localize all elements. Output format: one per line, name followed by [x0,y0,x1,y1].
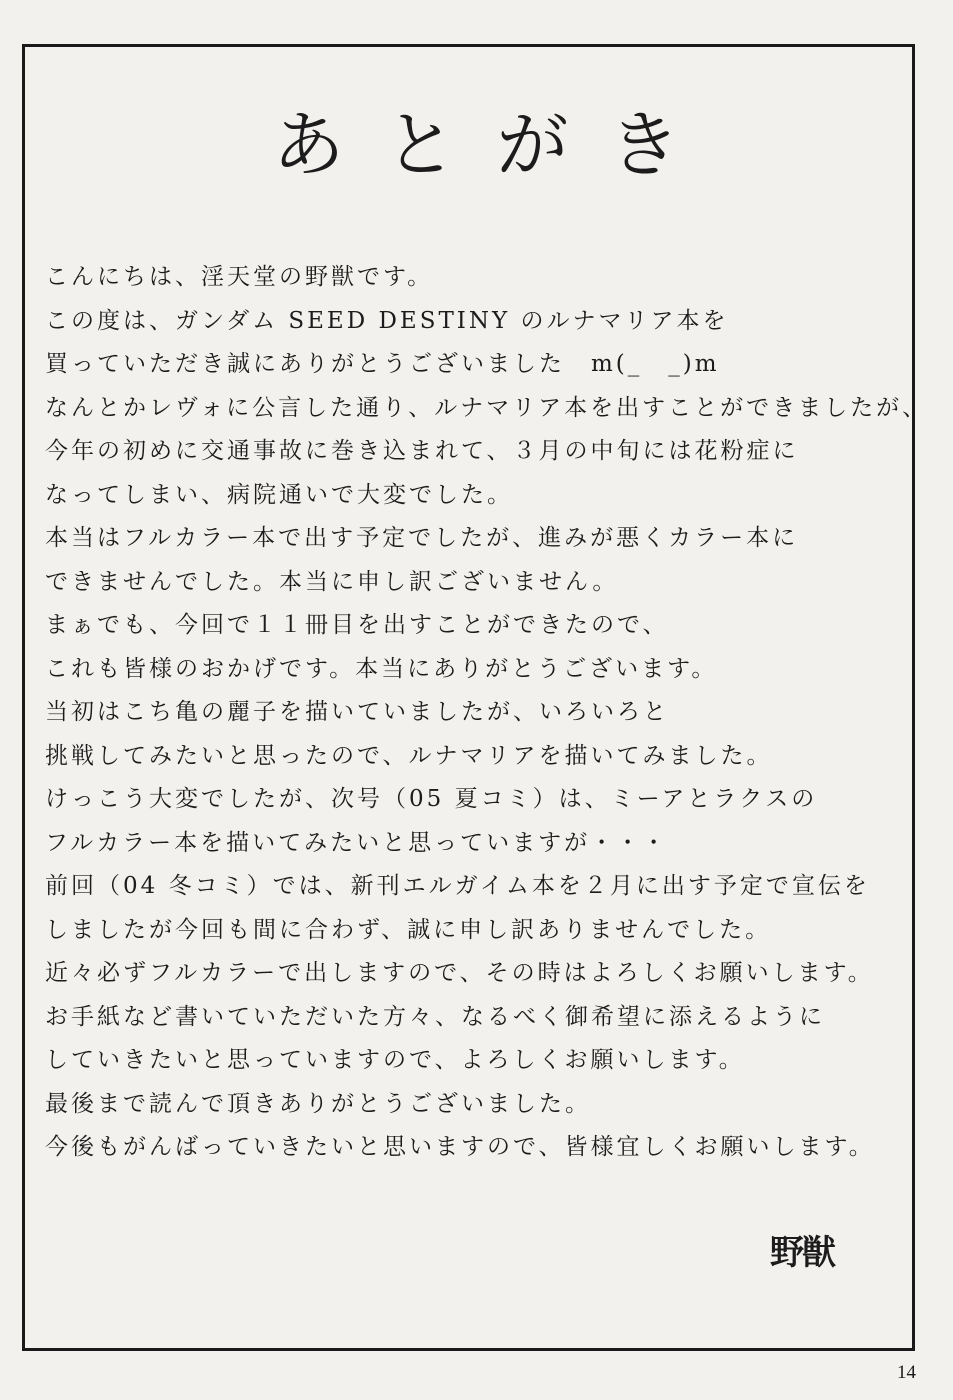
body-line: まぁでも、今回で１１冊目を出すことができたので、 [45,612,669,638]
body-line: これも皆様のおかげです。本当にありがとうございます。 [45,655,718,682]
body-line: 挑戦してみたいと思ったので、ルナマリアを描いてみました。 [45,742,773,769]
body-line: 買っていただき誠にありがとうございました m(_ _)m [45,351,720,377]
body-line: 前回（04 冬コミ）では、新刊エルガイム本を２月に出す予定で宣伝を [45,873,870,899]
body-line: 最後まで読んで頂きありがとうございました。 [45,1090,591,1117]
body-line: 今後もがんばっていきたいと思いますので、皆様宜しくお願いします。 [45,1134,875,1160]
body-line: できませんでした。本当に申し訳ございません。 [45,568,619,595]
body-line: していきたいと思っていますので、よろしくお願いします。 [45,1047,745,1073]
page-number: 14 [897,1362,916,1383]
body-line: フルカラー本を描いてみたいと思っていますが・・・ [45,829,669,856]
body-line: なんとかレヴォに公言した通り、ルナマリア本を出すことができましたが、 [45,394,929,421]
author-signature: 野獣 [770,1233,834,1273]
body-line: この度は、ガンダム SEED DESTINY のルナマリア本を [45,307,729,334]
body-line: 今年の初めに交通事故に巻き込まれて、３月の中旬には花粉症に [45,438,799,464]
body-line: 本当はフルカラー本で出す予定でしたが、進みが悪くカラー本に [45,525,799,551]
body-line: なってしまい、病院通いで大変でした。 [45,481,513,508]
body-line: こんにちは、淫天堂の野獣です。 [45,264,434,290]
body-line: お手紙など書いていただいた方々、なるべく御希望に添えるように [45,1003,825,1030]
afterword-body [45,256,929,1170]
body-line: しましたが今回も間に合わず、誠に申し訳ありませんでした。 [45,916,772,943]
page-title: あとがき [272,103,721,187]
body-line: けっこう大変でしたが、次号（05 夏コミ）は、ミーアとラクスの [45,786,818,812]
body-line: 近々必ずフルカラーで出しますので、その時はよろしくお願いします。 [45,960,874,986]
body-line: 当初はこち亀の麗子を描いていましたが、いろいろと [45,699,669,725]
